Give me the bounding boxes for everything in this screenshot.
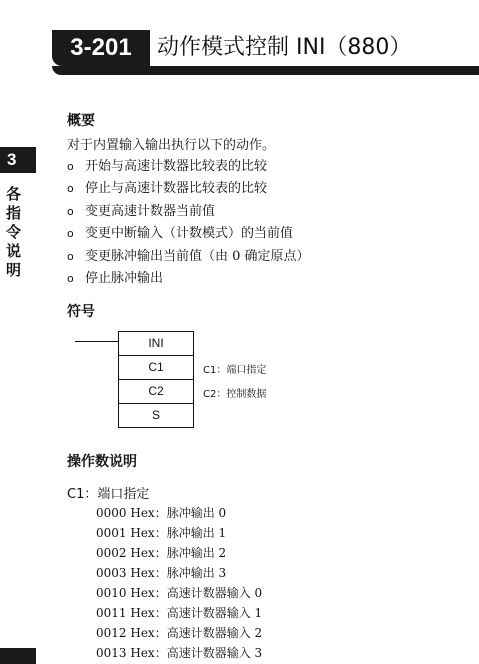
chapter-tab-bottom [0, 648, 36, 664]
ladder-input-line [75, 341, 118, 342]
bullet-mark: o [67, 227, 74, 241]
page-title: 动作模式控制 INI（880） [157, 35, 412, 60]
list-item-text: 开始与高速计数器比较表的比较 [85, 159, 268, 174]
list-item: 0010 Hex：高速计数器输入 0 [96, 586, 263, 600]
symbol-note-c1: C1：端口指定 [203, 365, 267, 376]
list-item-text: 变更中断输入（计数模式）的当前值 [85, 226, 294, 242]
overview-list [67, 156, 310, 290]
overview-heading: 概要 [67, 113, 95, 129]
list-item [67, 178, 310, 200]
list-item: 0012 Hex：高速计数器输入 2 [96, 626, 263, 640]
list-item: 0002 Hex：脉冲输出 2 [96, 546, 227, 560]
list-item-text: 停止与高速计数器比较表的比较 [85, 181, 268, 197]
list-item: 0001 Hex：脉冲输出 1 [96, 526, 227, 540]
list-item [67, 246, 310, 268]
header-rule [52, 66, 479, 75]
bullet-mark: o [67, 249, 74, 263]
symbol-cell-c1: C1 [119, 356, 193, 380]
list-item-text: 停止脉冲输出 [85, 270, 164, 286]
list-item: 0003 Hex：脉冲输出 3 [96, 566, 227, 580]
list-item: 0013 Hex：高速计数器输入 3 [96, 646, 263, 660]
chapter-label: 各指令说明 [6, 185, 22, 279]
list-item [67, 201, 310, 223]
operands-heading: 操作数说明 [67, 454, 137, 470]
overview-intro: 对于内置输入输出执行以下的动作。 [67, 138, 276, 153]
instruction-symbol [118, 331, 194, 428]
chapter-tab [0, 147, 36, 173]
symbol-note-c2: C2：控制数据 [203, 389, 267, 400]
section-number-badge [52, 30, 150, 66]
list-item: 0011 Hex：高速计数器输入 1 [96, 606, 263, 620]
symbol-cell-c2: C2 [119, 380, 193, 404]
bullet-mark: o [67, 271, 74, 285]
bullet-mark: o [67, 182, 74, 196]
chapter-number: 3 [7, 150, 17, 169]
list-item-text: 变更高速计数器当前值 [85, 203, 216, 219]
section-number: 3-201 [70, 34, 132, 61]
symbol-cell-s: S [151, 408, 160, 422]
symbol-heading: 符号 [67, 304, 95, 320]
bullet-mark: o [67, 204, 74, 218]
list-item-text: 变更脉冲输出当前值（由 0 确定原点） [85, 248, 310, 264]
symbol-cell-mnemonic: INI [119, 332, 193, 356]
list-item: 0000 Hex：脉冲输出 0 [96, 506, 227, 520]
list-item [67, 268, 310, 290]
port-list [96, 503, 262, 663]
list-item [67, 223, 310, 245]
bullet-mark: o [67, 160, 74, 173]
c1-label: C1：端口指定 [67, 487, 150, 502]
list-item [67, 156, 310, 178]
